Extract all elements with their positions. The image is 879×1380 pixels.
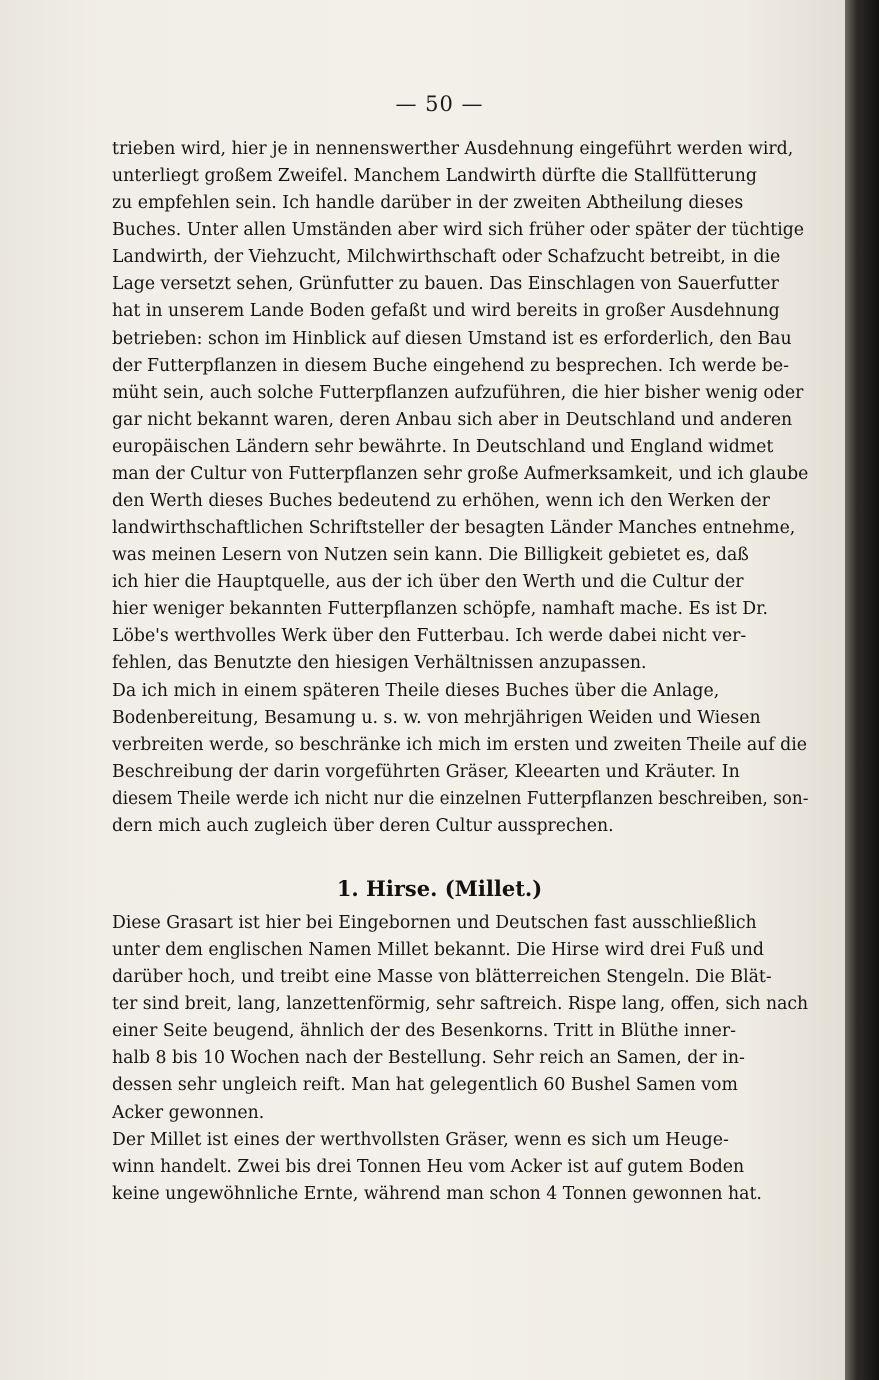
text-line: den Werth dieses Buches bedeutend zu erhöhen, wenn ich den Werken der bbox=[112, 491, 770, 512]
text-line: landwirthschaftlichen Schriftsteller der besagten Länder Manches entnehme, bbox=[112, 518, 796, 539]
text-line: müht sein, auch solche Futterpflanzen aufzuführen, die hier bisher wenig oder bbox=[112, 382, 804, 403]
paragraph-block-intro bbox=[112, 136, 808, 840]
page-number: — 50 — bbox=[395, 92, 484, 116]
text-line: der Futterpflanzen in diesem Buche eingehend zu besprechen. Ich werde be- bbox=[112, 355, 789, 376]
text-line: darüber hoch, und treibt eine Masse von blätterreichen Stengeln. Die Blät- bbox=[112, 967, 772, 988]
text-line: einer Seite beugend, ähnlich der des Besenkorns. Tritt in Blüthe inner- bbox=[112, 1021, 737, 1042]
text-line: keine ungewöhnliche Ernte, während man schon 4 Tonnen gewonnen hat. bbox=[112, 1183, 762, 1204]
text-line: was meinen Lesern von Nutzen sein kann. Die Billigkeit gebietet es, daß bbox=[112, 545, 749, 566]
text-line: dessen sehr ungleich reift. Man hat gelegentlich 60 Bushel Samen vom bbox=[112, 1075, 738, 1096]
text-line: winn handelt. Zwei bis drei Tonnen Heu vom Acker ist auf gutem Boden bbox=[112, 1156, 745, 1177]
text-line: man der Cultur von Futterpflanzen sehr große Aufmerksamkeit, und ich glaube bbox=[112, 463, 808, 484]
text-line: Diese Grasart ist hier bei Eingebornen und Deutschen fast ausschließlich bbox=[112, 913, 757, 933]
paragraph-block-hirse bbox=[112, 910, 808, 1208]
text-line: unterliegt großem Zweifel. Manchem Landwirth dürfte die Stallfütterung bbox=[112, 166, 757, 187]
section-heading: 1. Hirse. (Millet.) bbox=[336, 876, 543, 901]
text-line: betrieben: schon im Hinblick auf diesen Umstand ist es erforderlich, den Bau bbox=[112, 328, 792, 349]
text-line: Der Millet ist eines der werthvollsten Gräser, wenn es sich um Heuge- bbox=[112, 1129, 729, 1150]
text-line: Löbe's werthvolles Werk über den Futterbau. Ich werde dabei nicht ver- bbox=[112, 626, 747, 647]
text-line: europäischen Ländern sehr bewährte. In Deutschland und England widmet bbox=[112, 436, 774, 457]
text-line: halb 8 bis 10 Wochen nach der Bestellung. Sehr reich an Samen, der in- bbox=[112, 1048, 745, 1069]
text-line: Beschreibung der darin vorgeführten Gräser, Kleearten und Kräuter. In bbox=[112, 761, 740, 782]
text-line: verbreiten werde, so beschränke ich mich im ersten und zweiten Theile auf die bbox=[112, 734, 807, 755]
text-line: Bodenbereitung, Besamung u. s. w. von mehrjährigen Weiden und Wiesen bbox=[112, 707, 761, 728]
page-edge-shadow bbox=[845, 0, 879, 1380]
text-line: unter dem englischen Namen Millet bekannt. Die Hirse wird drei Fuß und bbox=[112, 940, 764, 961]
text-line: fehlen, das Benutzte den hiesigen Verhältnissen anzupassen. bbox=[112, 653, 647, 674]
text-line: dern mich auch zugleich über deren Cultur aussprechen. bbox=[112, 815, 614, 836]
text-line: Lage versetzt sehen, Grünfutter zu bauen. Das Einschlagen von Sauerfutter bbox=[112, 274, 779, 295]
text-line: ich hier die Hauptquelle, aus der ich über den Werth und die Cultur der bbox=[112, 572, 744, 593]
text-line: Buches. Unter allen Umständen aber wird sich früher oder später der tüchtige bbox=[112, 220, 805, 241]
text-line: ter sind breit, lang, lanzettenförmig, sehr saftreich. Rispe lang, offen, sich nach bbox=[112, 994, 808, 1015]
text-line: Landwirth, der Viehzucht, Milchwirthschaft oder Schafzucht betreibt, in die bbox=[112, 247, 781, 268]
text-line: Da ich mich in einem späteren Theile dieses Buches über die Anlage, bbox=[112, 680, 720, 701]
text-line: hier weniger bekannten Futterpflanzen schöpfe, namhaft mache. Es ist Dr. bbox=[112, 599, 769, 620]
text-line: gar nicht bekannt waren, deren Anbau sich aber in Deutschland und anderen bbox=[112, 409, 793, 430]
text-line: diesem Theile werde ich nicht nur die einzelnen Futterpflanzen beschreiben, son- bbox=[112, 788, 808, 809]
text-line: hat in unserem Lande Boden gefaßt und wird bereits in großer Ausdehnung bbox=[112, 301, 780, 322]
text-line: Acker gewonnen. bbox=[112, 1102, 265, 1123]
text-line: trieben wird, hier je in nennenswerther Ausdehnung eingeführt werden wird, bbox=[112, 139, 794, 159]
text-line: zu empfehlen sein. Ich handle darüber in der zweiten Abtheilung dieses bbox=[112, 193, 744, 214]
